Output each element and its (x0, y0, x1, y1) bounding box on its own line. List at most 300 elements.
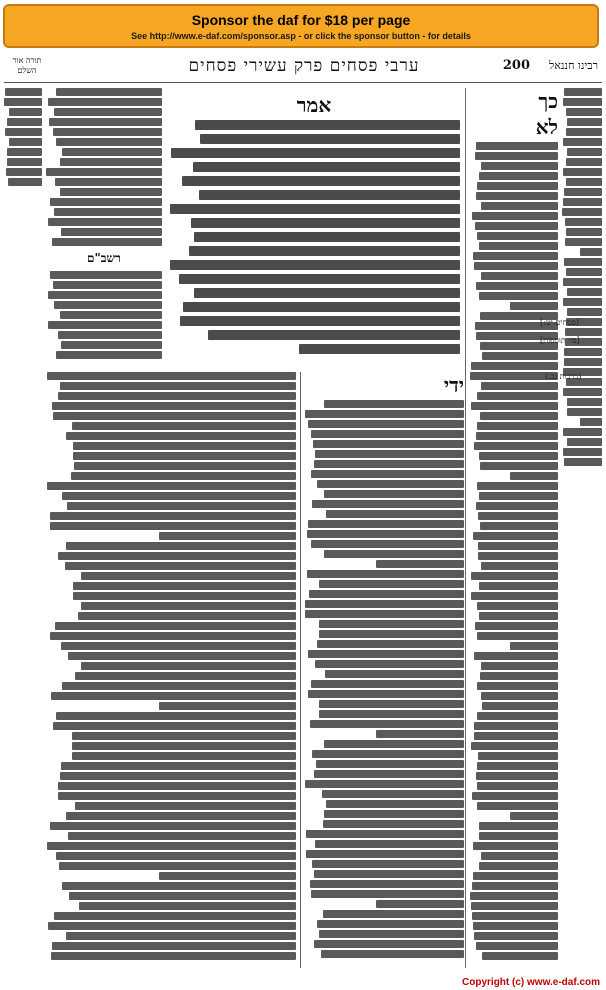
text-line (376, 900, 464, 908)
text-line (319, 710, 464, 718)
text-line (315, 450, 464, 458)
text-line (66, 932, 296, 940)
text-line (476, 282, 558, 290)
text-line (479, 822, 558, 830)
text-line (67, 502, 296, 510)
text-line (314, 870, 464, 878)
text-line (66, 432, 296, 440)
column-divider (300, 372, 301, 968)
text-line (51, 692, 296, 700)
text-line (476, 432, 558, 440)
text-line (311, 890, 464, 898)
text-line (478, 752, 558, 760)
text-line (61, 228, 162, 236)
text-line (50, 198, 162, 206)
text-line (477, 802, 558, 810)
text-line (563, 278, 602, 286)
text-line (472, 912, 558, 920)
text-line (480, 672, 558, 680)
text-line (159, 532, 297, 540)
text-line (78, 612, 296, 620)
right-commentary-column (470, 88, 558, 978)
text-line (50, 632, 296, 640)
text-line (61, 642, 296, 650)
text-line (62, 682, 296, 690)
text-line (317, 920, 464, 928)
text-line (474, 932, 558, 940)
text-line (308, 690, 464, 698)
text-line (323, 820, 465, 828)
text-line (477, 392, 558, 400)
margin-note: [פסחים יט:] (540, 318, 579, 327)
text-line (194, 288, 460, 298)
text-line (510, 642, 558, 650)
text-line (81, 662, 296, 670)
text-line (473, 922, 558, 930)
text-line (306, 830, 464, 838)
text-line (68, 652, 296, 660)
text-line (183, 302, 460, 312)
text-line (477, 182, 558, 190)
text-line (61, 341, 162, 349)
text-line (4, 98, 42, 106)
text-line (308, 520, 464, 528)
text-line (306, 850, 464, 858)
text-line (567, 438, 602, 446)
text-line (305, 600, 464, 608)
text-line (510, 812, 558, 820)
text-line (564, 458, 602, 466)
text-line (324, 550, 464, 558)
text-line (5, 128, 42, 136)
text-line (53, 128, 162, 136)
text-line (71, 472, 296, 480)
text-line (481, 692, 558, 700)
text-line (563, 168, 602, 176)
text-line (471, 902, 558, 910)
text-line (50, 522, 296, 530)
text-line (563, 138, 602, 146)
opening-word-2: לא (535, 115, 558, 139)
text-line (51, 952, 296, 960)
text-line (182, 176, 460, 186)
text-line (481, 562, 558, 570)
text-line (479, 582, 558, 590)
text-line (199, 190, 460, 200)
text-line (481, 202, 558, 210)
text-line (475, 222, 558, 230)
text-line (566, 108, 602, 116)
text-line (79, 902, 296, 910)
text-line (54, 108, 162, 116)
text-line (326, 510, 464, 518)
text-line (47, 482, 296, 490)
text-line (477, 682, 558, 690)
text-line (60, 772, 296, 780)
text-line (565, 218, 602, 226)
text-line (55, 178, 162, 186)
text-line (312, 500, 464, 508)
text-line (49, 118, 162, 126)
text-line (479, 172, 558, 180)
text-line (562, 208, 602, 216)
text-line (319, 700, 464, 708)
text-line (60, 382, 296, 390)
text-line (322, 790, 464, 798)
text-line (179, 274, 460, 284)
text-line (195, 120, 460, 130)
text-line (324, 740, 464, 748)
text-line (307, 530, 464, 538)
text-line (313, 440, 464, 448)
text-line (324, 810, 464, 818)
text-line (567, 308, 602, 316)
text-line (566, 228, 602, 236)
text-line (72, 752, 296, 760)
text-line (56, 852, 296, 860)
text-line (58, 552, 296, 560)
rashbam-label: רשב"ם (46, 250, 162, 267)
text-line (305, 610, 464, 618)
text-line (566, 128, 602, 136)
text-line (324, 490, 464, 498)
text-line (567, 288, 602, 296)
text-line (73, 582, 296, 590)
text-line (308, 650, 464, 658)
text-line (482, 352, 558, 360)
text-line (565, 238, 602, 246)
text-line (319, 620, 464, 628)
text-line (68, 832, 296, 840)
text-line (565, 328, 602, 336)
text-line (65, 562, 296, 570)
text-line (159, 872, 297, 880)
text-line (481, 272, 558, 280)
text-line (477, 232, 558, 240)
text-line (310, 720, 464, 728)
text-line (61, 762, 296, 770)
text-line (478, 552, 558, 560)
text-line (53, 722, 296, 730)
text-line (56, 712, 296, 720)
text-line (481, 852, 558, 860)
text-line (563, 98, 602, 106)
text-line (7, 158, 42, 166)
text-line (193, 162, 460, 172)
text-line (311, 470, 464, 478)
sponsor-title[interactable]: Sponsor the daf for $18 per page (191, 12, 411, 28)
text-line (58, 392, 296, 400)
text-line (52, 942, 296, 950)
text-line (319, 580, 464, 588)
text-line (563, 198, 602, 206)
text-line (482, 702, 558, 710)
text-line (73, 452, 296, 460)
text-line (580, 248, 602, 256)
text-line (563, 448, 602, 456)
text-line (58, 331, 162, 339)
text-line (567, 408, 602, 416)
torah-or-heading: תורה אור השלם (12, 56, 42, 75)
page-number: 200 (502, 58, 530, 73)
text-line (170, 204, 460, 214)
text-line (319, 930, 464, 938)
text-line (317, 480, 464, 488)
text-line (323, 910, 464, 918)
text-line (180, 316, 460, 326)
copyright-footer[interactable]: Copyright (c) www.e-daf.com (462, 977, 600, 988)
text-line (567, 118, 602, 126)
text-line (567, 398, 602, 406)
text-line (299, 344, 460, 354)
text-line (376, 730, 464, 738)
text-line (48, 922, 296, 930)
text-line (58, 792, 296, 800)
text-line (72, 732, 296, 740)
text-line (50, 271, 162, 279)
text-line (60, 188, 162, 196)
text-line (510, 302, 558, 310)
text-line (476, 502, 558, 510)
text-line (477, 762, 558, 770)
text-line (475, 622, 558, 630)
text-line (314, 460, 464, 468)
text-line (482, 952, 558, 960)
text-line (477, 632, 558, 640)
text-line (171, 148, 460, 158)
text-line (310, 880, 464, 888)
text-line (56, 138, 162, 146)
text-line (472, 792, 558, 800)
text-line (474, 732, 558, 740)
text-line (48, 98, 162, 106)
rabbenu-chananel-heading: רבינו חננאל (549, 59, 598, 72)
margin-note: [פי׳ תוספות] (540, 336, 580, 345)
text-line (481, 662, 558, 670)
text-line (470, 892, 558, 900)
text-line (567, 148, 602, 156)
text-line (81, 602, 296, 610)
text-line (471, 402, 558, 410)
text-line (52, 238, 162, 246)
text-line (53, 281, 162, 289)
text-line (476, 772, 558, 780)
text-line (564, 188, 602, 196)
text-line (307, 570, 464, 578)
text-line (53, 412, 296, 420)
tosafot-column (304, 372, 464, 968)
text-line (54, 912, 296, 920)
text-line (66, 542, 296, 550)
text-line (476, 192, 558, 200)
text-line (478, 512, 558, 520)
text-line (58, 782, 296, 790)
text-line (480, 522, 558, 530)
text-line (81, 572, 296, 580)
text-line (471, 572, 558, 580)
text-line (479, 492, 558, 500)
text-line (48, 321, 162, 329)
text-line (479, 862, 558, 870)
text-line (480, 462, 558, 470)
text-line (480, 412, 558, 420)
rabbenu-chananel-column (562, 88, 602, 488)
text-line (48, 291, 162, 299)
text-line (8, 178, 42, 186)
text-line (72, 742, 296, 750)
text-line (9, 138, 42, 146)
text-line (54, 301, 162, 309)
text-line (305, 410, 464, 418)
text-line (510, 472, 558, 480)
text-line (56, 351, 162, 359)
text-line (473, 252, 558, 260)
text-line (55, 622, 296, 630)
gemara-opening-word: אמר (296, 93, 332, 117)
text-line (473, 532, 558, 540)
text-line (311, 540, 464, 548)
opening-word: כך (538, 89, 558, 113)
tractate-heading: ערבי פסחים פרק עשירי פסחים (188, 56, 420, 76)
margin-note: (ברכות נב.) (545, 372, 582, 381)
text-line (563, 388, 602, 396)
text-line (316, 760, 464, 768)
text-line (479, 832, 558, 840)
text-line (476, 142, 558, 150)
text-line (9, 108, 42, 116)
text-line (46, 168, 162, 176)
text-line (563, 298, 602, 306)
text-line (159, 702, 297, 710)
text-line (62, 148, 162, 156)
right-column-lines (470, 142, 558, 960)
text-line (474, 262, 558, 270)
text-line (479, 612, 558, 620)
text-line (73, 592, 296, 600)
rashbam-lower (46, 372, 296, 968)
sponsor-subtitle[interactable]: See http://www.e-daf.com/sponsor.asp - or click the sponsor button - for details (131, 31, 471, 41)
text-line (6, 168, 42, 176)
text-line (50, 822, 296, 830)
text-line (564, 88, 602, 96)
text-line (477, 712, 558, 720)
text-line (321, 950, 464, 958)
text-line (564, 358, 602, 366)
text-line (75, 672, 296, 680)
text-line (189, 246, 460, 256)
text-line (62, 882, 296, 890)
text-line (5, 88, 42, 96)
text-line (473, 842, 558, 850)
text-line (59, 862, 296, 870)
text-line (317, 640, 464, 648)
text-line (314, 940, 464, 948)
text-line (56, 88, 162, 96)
text-line (474, 652, 558, 660)
text-line (566, 268, 602, 276)
text-line (481, 382, 558, 390)
text-line (314, 770, 464, 778)
text-line (7, 148, 42, 156)
text-line (474, 442, 558, 450)
text-line (47, 842, 296, 850)
text-line (580, 418, 602, 426)
left-margin-notes (4, 88, 42, 208)
text-line (194, 232, 461, 242)
text-line (471, 742, 558, 750)
text-line (191, 218, 460, 228)
text-line (60, 158, 162, 166)
text-line (47, 372, 296, 380)
text-line (75, 802, 296, 810)
text-line (319, 630, 464, 638)
text-line (477, 422, 558, 430)
text-line (311, 680, 464, 688)
text-line (308, 420, 465, 428)
text-line (477, 602, 558, 610)
text-line (472, 882, 558, 890)
text-line (170, 260, 460, 270)
text-line (66, 812, 296, 820)
text-line (564, 258, 602, 266)
text-line (50, 512, 296, 520)
tosafot-opening-word: ידי (443, 373, 464, 397)
text-line (311, 430, 464, 438)
text-line (200, 134, 460, 144)
text-line (566, 178, 602, 186)
text-line (472, 212, 559, 220)
text-line (478, 542, 558, 550)
text-line (69, 892, 296, 900)
text-line (477, 782, 558, 790)
text-line (471, 592, 558, 600)
text-line (312, 860, 464, 868)
text-line (305, 780, 464, 788)
text-line (479, 292, 558, 300)
text-line (315, 840, 464, 848)
text-line (477, 482, 558, 490)
page-header (4, 52, 602, 83)
text-line (72, 422, 296, 430)
rashbam-column (46, 88, 162, 373)
text-line (324, 400, 464, 408)
text-line (312, 750, 464, 758)
text-line (309, 590, 464, 598)
text-line (54, 208, 162, 216)
column-divider-2 (465, 88, 466, 968)
text-line (74, 462, 296, 470)
text-line (473, 872, 558, 880)
text-line (7, 118, 42, 126)
sponsor-banner[interactable] (3, 4, 599, 48)
text-line (479, 452, 558, 460)
text-line (62, 492, 296, 500)
text-line (326, 800, 464, 808)
text-line (564, 348, 602, 356)
text-line (73, 442, 296, 450)
text-line (481, 162, 558, 170)
text-line (474, 722, 558, 730)
text-line (208, 330, 460, 340)
gemara-text (168, 92, 460, 362)
text-line (60, 311, 162, 319)
text-line (475, 152, 558, 160)
text-line (315, 660, 464, 668)
text-line (476, 942, 559, 950)
text-line (325, 670, 464, 678)
text-line (471, 362, 558, 370)
text-line (566, 158, 602, 166)
